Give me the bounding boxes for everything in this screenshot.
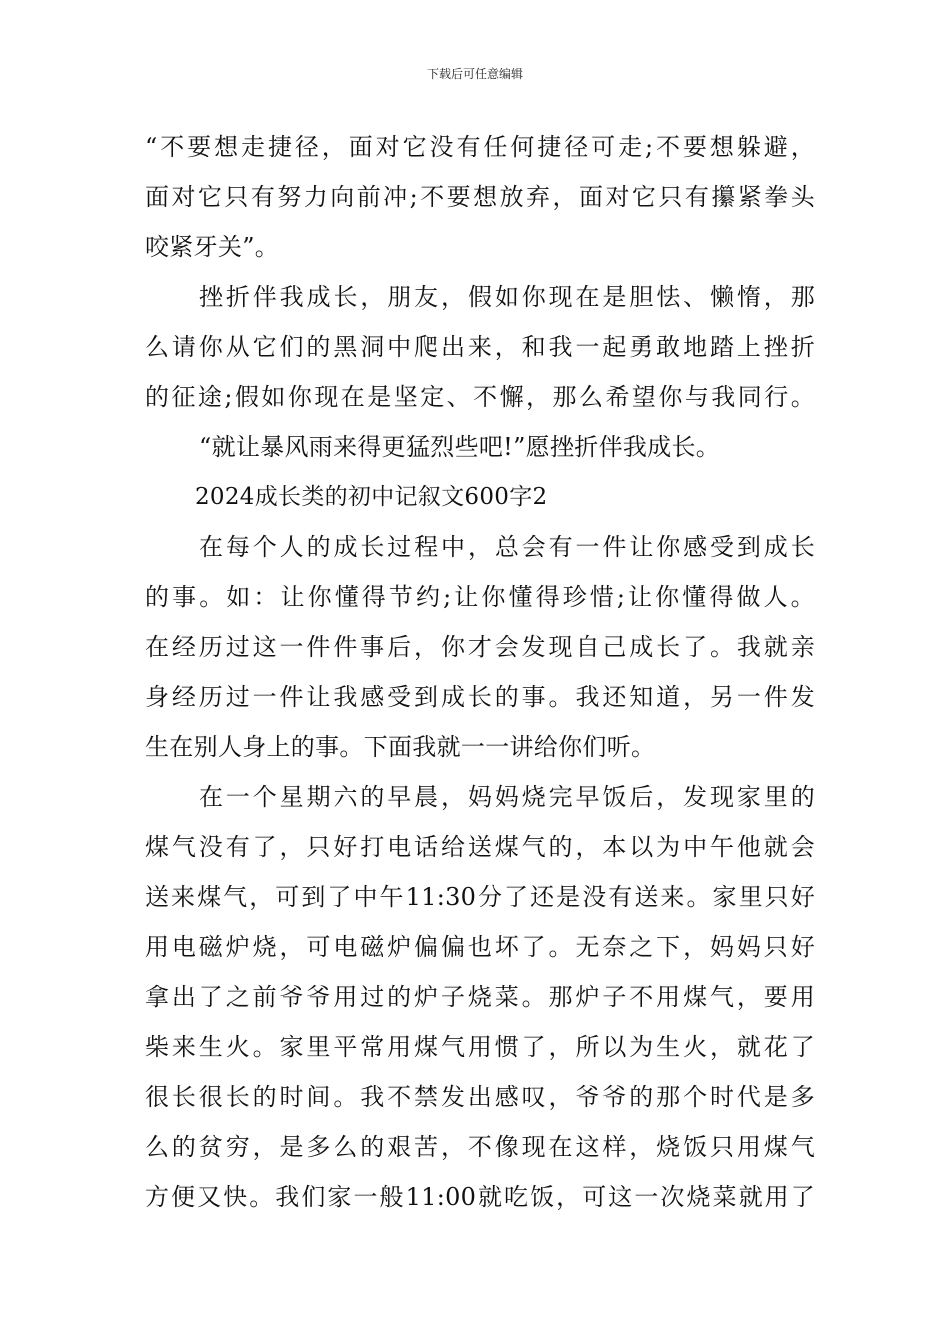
text-line: 方便又快。我们家一般11:00就吃饭，可这一次烧菜就用了 [145, 1183, 815, 1211]
text-line: 么请你从它们的黑洞中爬出来，和我一起勇敢地踏上挫折 [145, 333, 815, 361]
text-line: “不要想走捷径，面对它没有任何捷径可走;不要想躲避， [145, 133, 815, 161]
text-line: 的事。如：让你懂得节约;让你懂得珍惜;让你懂得做人。 [145, 583, 815, 611]
document-body [145, 122, 815, 1222]
text-line: 用电磁炉烧，可电磁炉偏偏也坏了。无奈之下，妈妈只好 [145, 933, 815, 961]
text-line: 身经历过一件让我感受到成长的事。我还知道，另一件发 [145, 683, 815, 711]
text-line: 在经历过这一件件事后，你才会发现自己成长了。我就亲 [145, 633, 815, 661]
text-line: 的征途;假如你现在是坚定、不懈，那么希望你与我同行。 [145, 383, 815, 411]
section-heading: 2024成长类的初中记叙文600字2 [195, 484, 548, 510]
text-line: 柴来生火。家里平常用煤气用惯了，所以为生火，就花了 [145, 1033, 815, 1061]
text-line: 咬紧牙关”。 [145, 233, 280, 261]
text-line: 生在别人身上的事。下面我就一一讲给你们听。 [145, 733, 656, 761]
text-line: 煤气没有了，只好打电话给送煤气的，本以为中午他就会 [145, 833, 815, 861]
text-line: 拿出了之前爷爷用过的炉子烧菜。那炉子不用煤气，要用 [145, 983, 815, 1011]
text-line: 很长很长的时间。我不禁发出感叹，爷爷的那个时代是多 [145, 1083, 815, 1111]
paragraph-start-line: 在每个人的成长过程中，总会有一件让你感受到成长 [199, 533, 815, 561]
text-line: 送来煤气，可到了中午11:30分了还是没有送来。家里只好 [145, 883, 815, 911]
paragraph-start-line: 挫折伴我成长，朋友，假如你现在是胆怯、懒惰，那 [199, 283, 815, 311]
paragraph-start-line: “就让暴风雨来得更猛烈些吧!”愿挫折伴我成长。 [199, 433, 721, 461]
paragraph-start-line: 在一个星期六的早晨，妈妈烧完早饭后，发现家里的 [199, 783, 815, 811]
text-line: 面对它只有努力向前冲;不要想放弃，面对它只有攥紧拳头 [145, 183, 815, 211]
text-line: 么的贫穷，是多么的艰苦，不像现在这样，烧饭只用煤气 [145, 1133, 815, 1161]
page-header-note: 下载后可任意编辑 [426, 67, 523, 81]
